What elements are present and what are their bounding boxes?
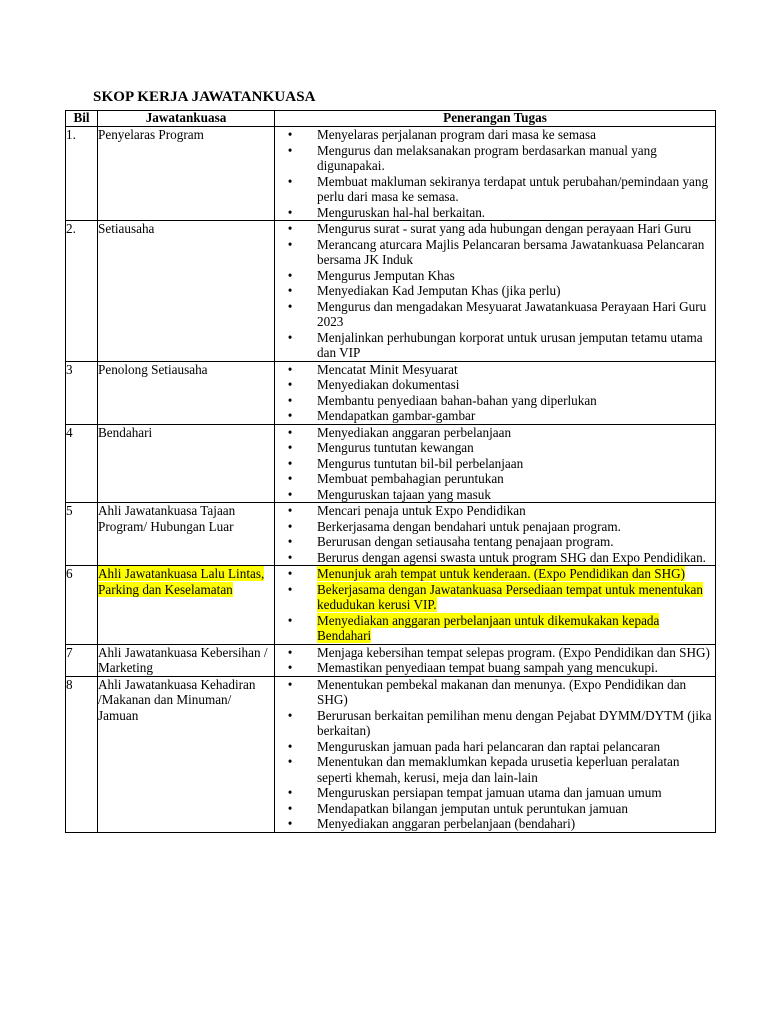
committee-name-cell [98,644,275,676]
duty-text: Mengurus surat - surat yang ada hubungan dengan perayaan Hari Guru [317,221,692,236]
duty-item [275,785,715,801]
table-row [66,503,716,566]
duty-item [275,677,715,708]
duty-list [275,677,715,832]
duty-item [275,425,715,441]
document-title: SKOP KERJA JAWATANKUASA [93,89,316,105]
duty-list [275,645,715,676]
duty-text: Merancang aturcara Majlis Pelancaran bersama Jawatankuasa Pelancaran bersama JK Induk [317,236,705,267]
table-header-row [66,111,716,127]
committee-name: Penyelaras Program [98,127,204,142]
bullet-icon: • [287,566,293,581]
duty-list [275,362,715,424]
bullet-icon: • [287,127,293,142]
duty-list [275,425,715,503]
duty-cell [275,676,716,832]
committee-name: Ahli Jawatankuasa Kehadiran /Makanan dan Minuman/ Jamuan [98,676,256,723]
duty-cell [275,361,716,424]
duty-item [275,534,715,550]
duty-item [275,408,715,424]
committee-name-cell [98,676,275,832]
duty-list [275,503,715,565]
duty-item [275,377,715,393]
duty-item [275,801,715,817]
duty-text: Mendapatkan gambar-gambar [317,408,476,423]
bullet-icon: • [287,173,293,189]
bullet-icon: • [287,612,293,628]
duty-text: Bekerjasama dengan Jawatankuasa Persediaan tempat untuk menentukan kedudukan kerusi VIP. [317,581,703,612]
duty-item [275,440,715,456]
duty-text: Menentukan dan memaklumkan kepada urusetia keperluan peralatan seperti khemah, kerusi, meja dan lain-lain [317,754,680,785]
duty-text: Menyediakan anggaran perbelanjaan untuk dikemukakan kepada Bendahari [317,612,660,643]
row-number: 5 [66,503,98,566]
bullet-icon: • [287,534,293,549]
duty-item [275,330,715,361]
row-number: 3 [66,361,98,424]
bullet-icon: • [287,267,293,283]
bullet-icon: • [287,676,293,692]
duty-text: Mencari penaja untuk Expo Pendidikan [317,503,526,518]
committee-name-cell [98,424,275,503]
duty-item [275,393,715,409]
duty-text: Membantu penyediaan bahan-bahan yang diperlukan [317,392,597,408]
duty-text: Menyediakan dokumentasi [317,377,460,392]
bullet-icon: • [287,581,293,597]
duty-text: Menguruskan hal-hal berkaitan. [317,204,486,220]
duty-text: Mencatat Minit Mesyuarat [317,361,458,377]
bullet-icon: • [287,361,293,377]
table-row [66,361,716,424]
duty-text: Berurusan dengan setiausaha tentang penajaan program. [317,534,614,549]
committee-name: Ahli Jawatankuasa Lalu Lintas, Parking dan Keselamatan [98,566,265,597]
duty-cell [275,566,716,645]
bullet-icon: • [287,283,293,298]
duty-item [275,660,715,676]
bullet-icon: • [287,644,293,660]
bullet-icon: • [287,392,293,408]
duty-text: Menyediakan anggaran perbelanjaan [317,424,512,440]
table-row [66,644,716,676]
table-row [66,127,716,221]
bullet-icon: • [287,738,293,754]
duty-item [275,299,715,330]
duty-cell [275,127,716,221]
committee-name: Ahli Jawatankuasa Kebersihan / Marketing [98,644,268,675]
bullet-icon: • [287,329,293,345]
duty-item [275,221,715,237]
duty-cell [275,503,716,566]
committee-name-cell [98,127,275,221]
duty-item [275,268,715,284]
committee-name-cell [98,221,275,362]
bullet-icon: • [287,142,293,158]
duty-item [275,127,715,143]
duty-item [275,708,715,739]
duty-text: Menguruskan tajaan yang masuk [317,486,491,502]
duty-item [275,613,715,644]
row-number: 4 [66,424,98,503]
duty-text: Mengurus tuntutan bil-bil perbelanjaan [317,455,524,471]
duty-item [275,362,715,378]
duty-item [275,487,715,503]
bullet-icon: • [287,754,293,769]
bullet-icon: • [287,816,293,831]
bullet-icon: • [287,236,293,252]
committee-name-cell [98,566,275,645]
duty-cell [275,221,716,362]
committee-name: Penolong Setiausaha [98,361,208,377]
duty-item [275,816,715,832]
bullet-icon: • [287,204,293,220]
bullet-icon: • [287,660,293,675]
duty-item [275,519,715,535]
row-number: 2. [66,221,98,362]
committee-name: Ahli Jawatankuasa Tajaan Program/ Hubungan Luar [98,503,236,534]
header-jawatankuasa: Jawatankuasa [98,111,275,127]
row-number: 1. [66,127,98,221]
table-row [66,676,716,832]
duty-item [275,550,715,566]
duty-cell [275,644,716,676]
bullet-icon: • [287,518,293,534]
bullet-icon: • [287,408,293,423]
bullet-icon: • [287,221,293,236]
duty-text: Berurus dengan agensi swasta untuk program SHG dan Expo Pendidikan. [317,549,706,565]
duty-item [275,174,715,205]
committee-name-cell [98,503,275,566]
duty-item [275,582,715,613]
duty-text: Membuat makluman sekiranya terdapat untuk perubahan/pemindaan yang perlu dari masa ke semasa. [317,173,709,204]
duty-list [275,221,715,361]
duty-list [275,566,715,644]
duty-item [275,645,715,661]
table-body [66,127,716,833]
duty-item [275,237,715,268]
duty-item [275,471,715,487]
bullet-icon: • [287,377,293,392]
duty-item [275,205,715,221]
committee-name: Bendahari [98,424,153,440]
duty-text: Menyelaras perjalanan program dari masa ke semasa [317,127,597,142]
duty-text: Berkerjasama dengan bendahari untuk penajaan program. [317,518,621,534]
duty-item [275,566,715,582]
duty-text: Menguruskan jamuan pada hari pelancaran dan raptai pelancaran [317,738,661,754]
duty-item [275,283,715,299]
bullet-icon: • [287,455,293,471]
duty-text: Menjaga kebersihan tempat selepas program. (Expo Pendidikan dan SHG) [317,644,710,660]
header-penerangan-tugas: Penerangan Tugas [275,111,716,127]
table-row [66,566,716,645]
duty-list [275,127,715,220]
duty-item [275,143,715,174]
duty-text: Mengurus dan mengadakan Mesyuarat Jawatankuasa Perayaan Hari Guru 2023 [317,298,707,329]
committee-name-cell [98,361,275,424]
bullet-icon: • [287,440,293,455]
bullet-icon: • [287,785,293,800]
bullet-icon: • [287,707,293,723]
bullet-icon: • [287,424,293,440]
duty-text: Memastikan penyediaan tempat buang sampah yang mencukupi. [317,660,658,675]
row-number: 7 [66,644,98,676]
duty-text: Menyediakan Kad Jemputan Khas (jika perlu) [317,283,561,298]
duty-item [275,456,715,472]
duty-item [275,754,715,785]
duty-text: Mengurus tuntutan kewangan [317,440,474,455]
duty-text: Menjalinkan perhubungan korporat untuk urusan jemputan tetamu utama dan VIP [317,329,703,360]
row-number: 6 [66,566,98,645]
duty-text: Menguruskan persiapan tempat jamuan utama dan jamuan umum [317,785,662,800]
duty-text: Berurusan berkaitan pemilihan menu dengan Pejabat DYMM/DYTM (jika berkaitan) [317,707,712,738]
bullet-icon: • [287,298,293,314]
bullet-icon: • [287,471,293,486]
duty-text: Menyediakan anggaran perbelanjaan (bendahari) [317,816,576,831]
duty-text: Mengurus dan melaksanakan program berdasarkan manual yang digunapakai. [317,142,657,173]
duty-item [275,739,715,755]
committee-name: Setiausaha [98,221,155,236]
committee-duties-table [65,110,716,833]
table-row [66,221,716,362]
header-bil: Bil [66,111,98,127]
duty-text: Menentukan pembekal makanan dan menunya. (Expo Pendidikan dan SHG) [317,676,687,707]
duty-text: Mengurus Jemputan Khas [317,267,455,283]
bullet-icon: • [287,486,293,502]
duty-cell [275,424,716,503]
duty-text: Menunjuk arah tempat untuk kenderaan. (Expo Pendidikan dan SHG) [317,566,686,581]
duty-item [275,503,715,519]
bullet-icon: • [287,503,293,518]
bullet-icon: • [287,800,293,816]
table-row [66,424,716,503]
duty-text: Membuat pembahagian peruntukan [317,471,504,486]
duty-text: Mendapatkan bilangan jemputan untuk peruntukan jamuan [317,800,628,816]
row-number: 8 [66,676,98,832]
bullet-icon: • [287,549,293,565]
